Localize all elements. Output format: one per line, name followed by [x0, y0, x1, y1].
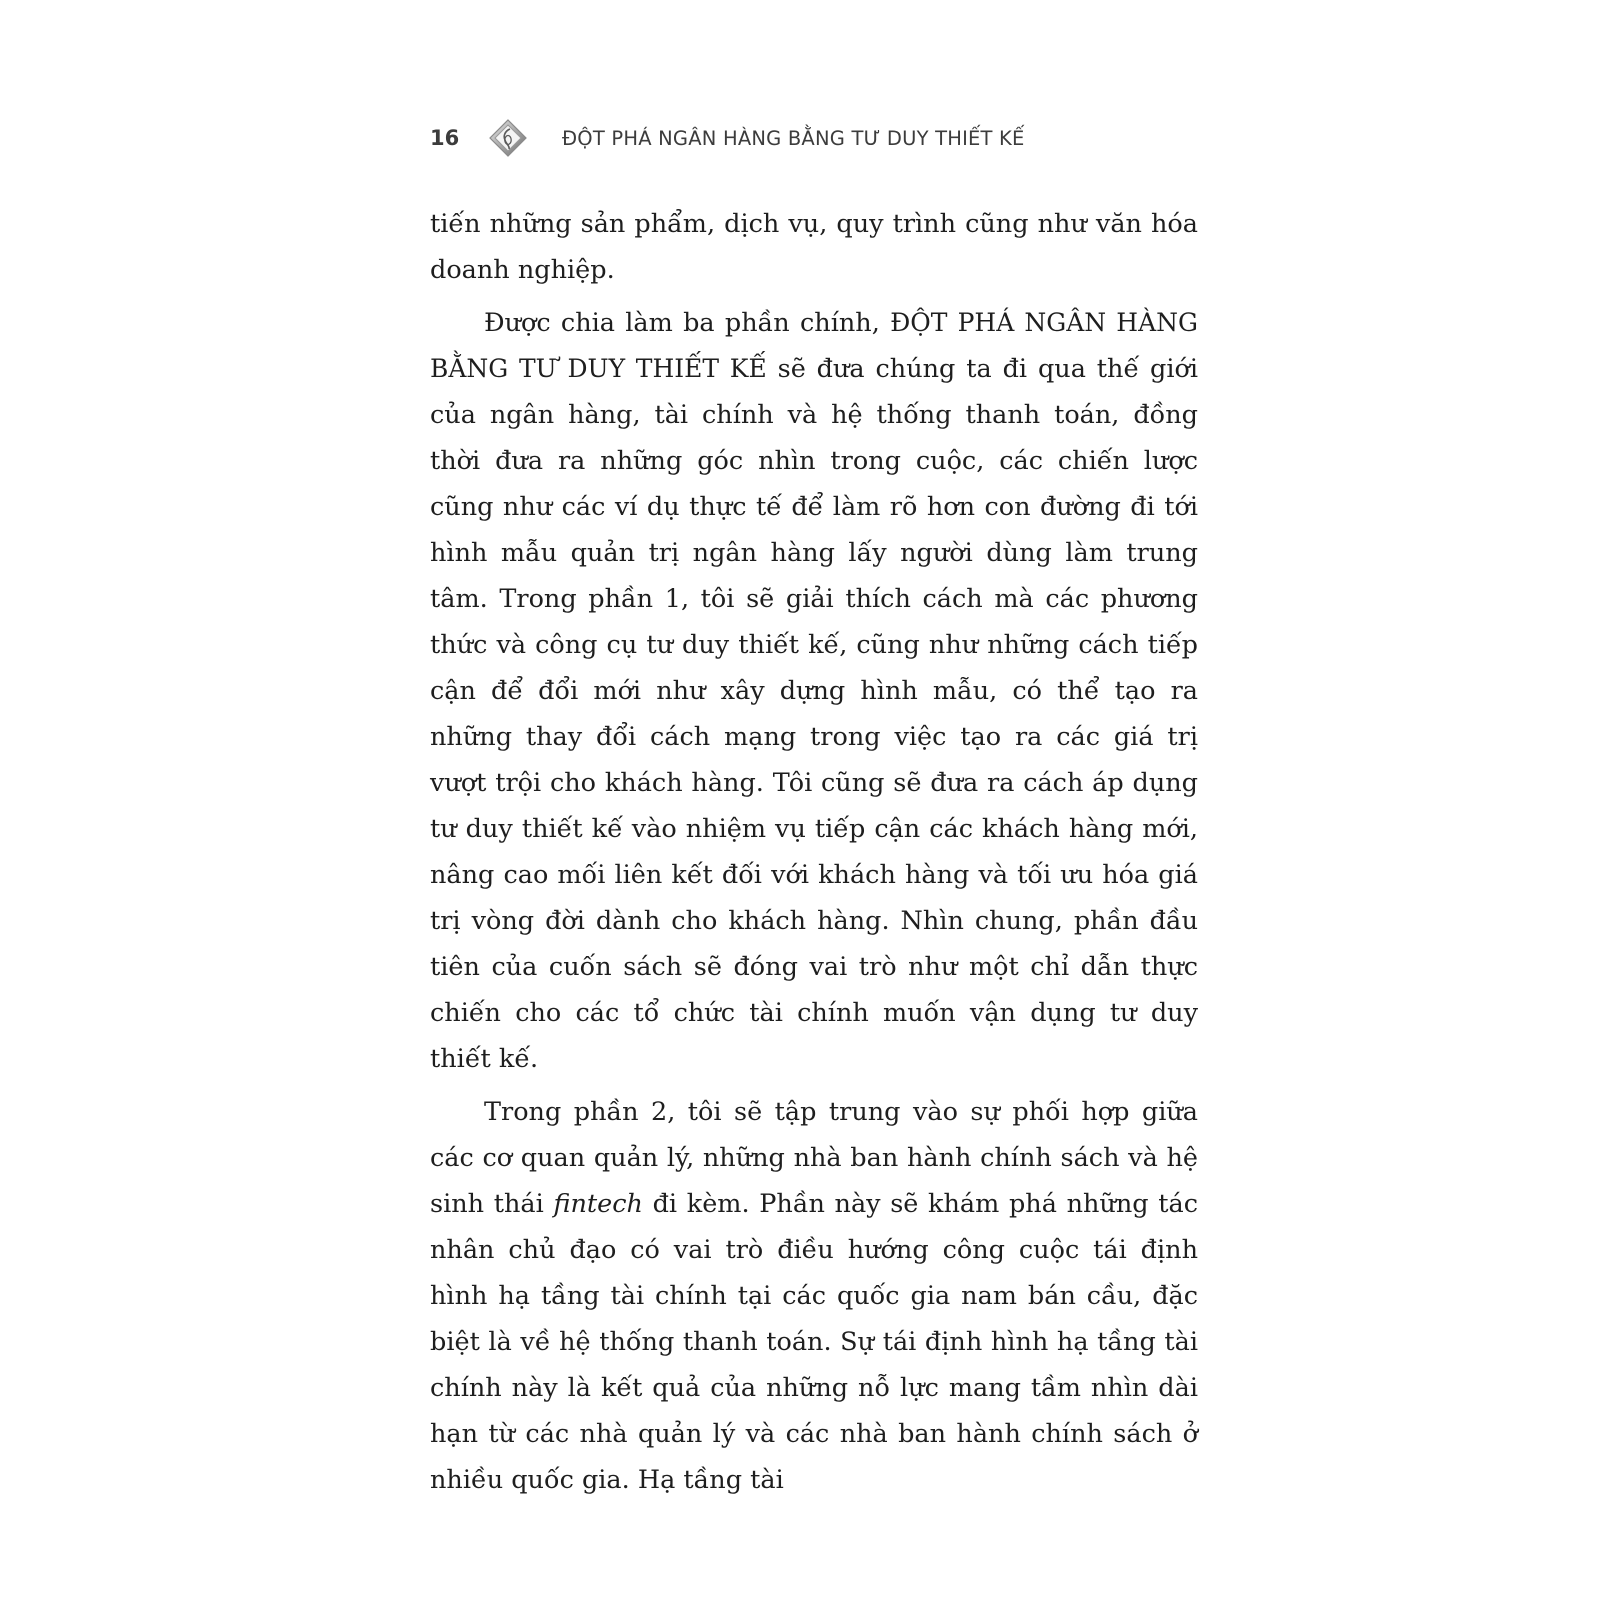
paragraph-3-lead: Trong phần 2, tôi sẽ tập trung vào sự phối hợp giữa các cơ quan quản lý, những nhà ban hành chính sách và hệ sinh thái: [430, 1097, 1198, 1219]
paragraph-3: [430, 1089, 1198, 1503]
paragraph-2: [430, 300, 1198, 1082]
paragraph-1-text: tiến những sản phẩm, dịch vụ, quy trình cũng như văn hóa doanh nghiệp.: [430, 209, 1198, 285]
diamond-leaf-ornament-icon: [488, 118, 528, 158]
fintech-emphasis: fintech: [553, 1189, 643, 1219]
running-header-title: ĐỘT PHÁ NGÂN HÀNG BẰNG TƯ DUY THIẾT KẾ: [562, 126, 1025, 150]
paragraph-2-lead: Được chia làm ba phần chính,: [484, 308, 891, 338]
paragraph-2-body: sẽ đưa chúng ta đi qua thế giới của ngân hàng, tài chính và hệ thống thanh toán, đồng thời đưa ra những góc nhìn trong cuộc, các chiến lược cũng như các ví dụ thực tế để làm rõ hơn con đường đi tới hình mẫu quản trị ngân hàng lấy người dùng làm trung tâm. Trong phần 1, tôi sẽ giải thích cách mà các phương thức và công cụ tư duy thiết kế, cũng như những cách tiếp cận để đổi mới như xây dựng hình mẫu, có thể tạo ra những thay đổi cách mạng trong việc tạo ra các giá trị vượt trội cho khách hàng. Tôi cũng sẽ đưa ra cách áp dụng tư duy thiết kế vào nhiệm vụ tiếp cận các khách hàng mới, nâng cao mối liên kết đối với khách hàng và tối ưu hóa giá trị vòng đời dành cho khách hàng. Nhìn chung, phần đầu tiên của cuốn sách sẽ đóng vai trò như một chỉ dẫn thực chiến cho các tổ chức tài chính muốn vận dụng tư duy thiết kế.: [430, 354, 1199, 1074]
page-number: 16: [430, 126, 460, 150]
running-header: [430, 118, 1190, 158]
paragraph-3-body: đi kèm. Phần này sẽ khám phá những tác nhân chủ đạo có vai trò điều hướng công cuộc tái định hình hạ tầng tài chính tại các quốc gia nam bán cầu, đặc biệt là về hệ thống thanh toán. Sự tái định hình hạ tầng tài chính này là kết quả của những nỗ lực mang tầm nhìn dài hạn từ các nhà quản lý và các nhà ban hành chính sách ở nhiều quốc gia. Hạ tầng tài: [430, 1189, 1199, 1495]
paragraph-1: [430, 201, 1198, 293]
book-title-mention: ĐỘT PHÁ NGÂN HÀNG BẰNG TƯ DUY THIẾT KẾ: [430, 308, 1198, 383]
body-text: [430, 201, 1198, 1503]
